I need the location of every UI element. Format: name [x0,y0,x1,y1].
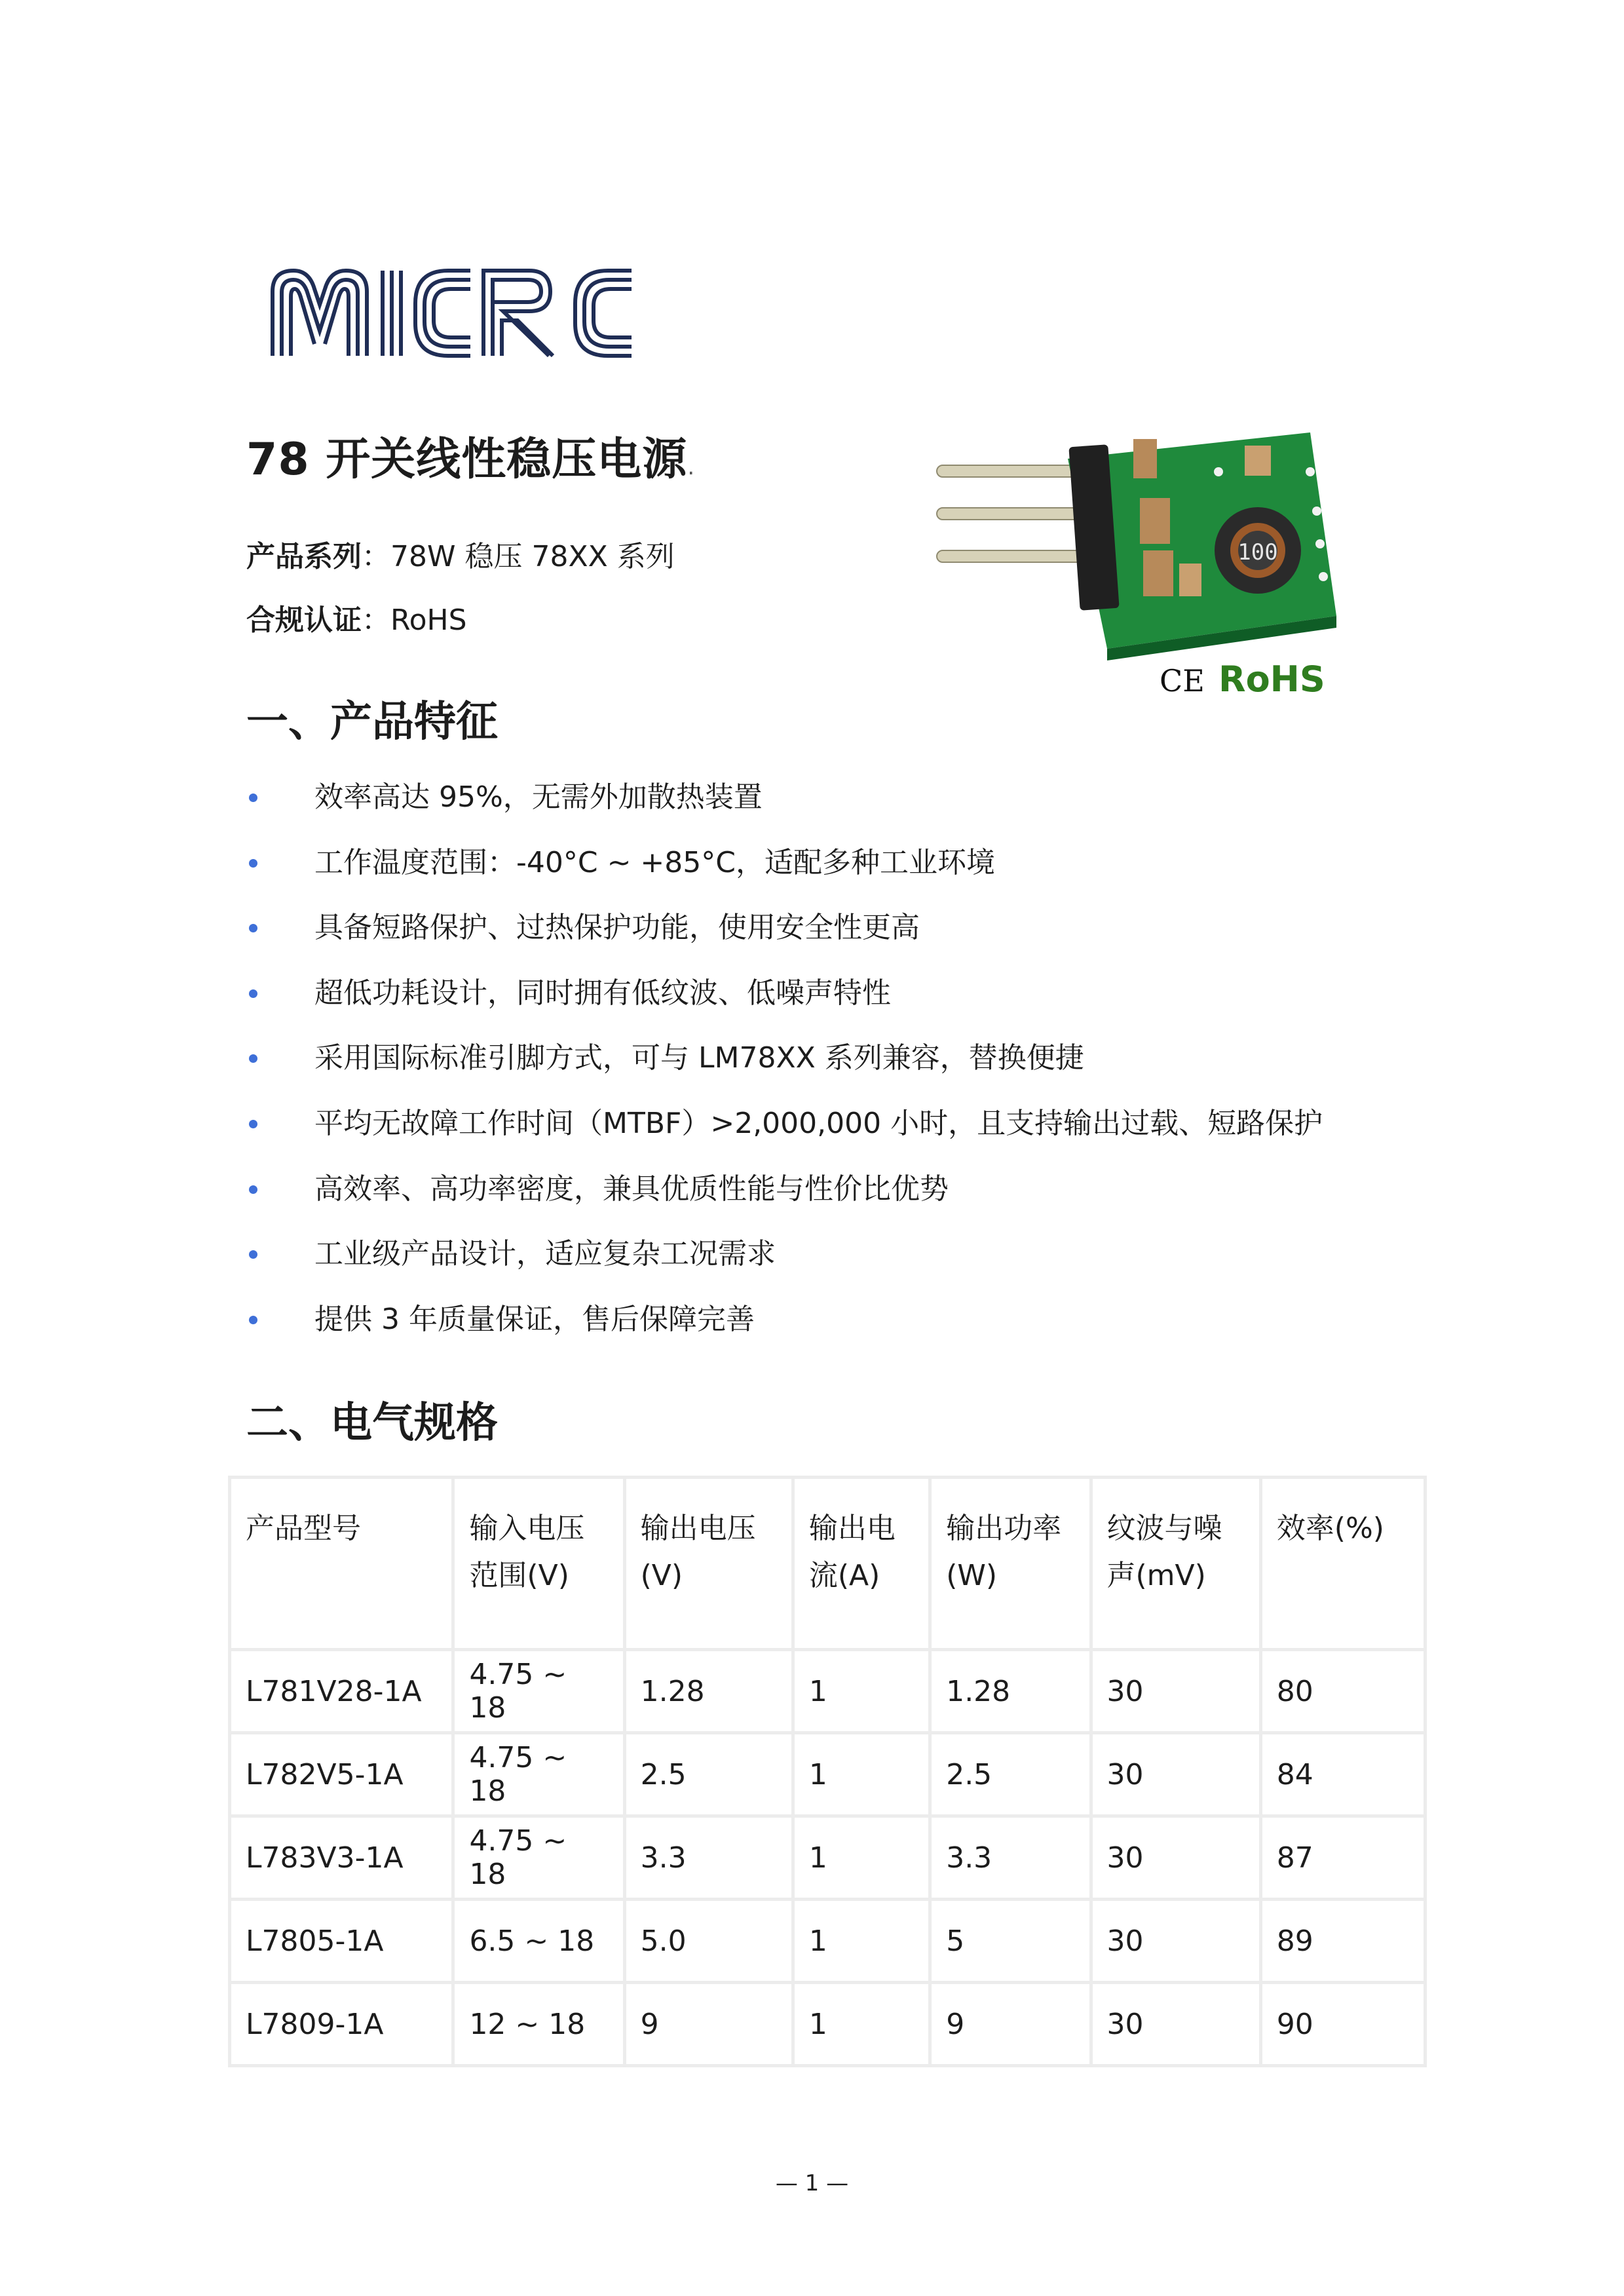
table-cell: 5 [930,1900,1091,1983]
table-cell: 4.75 ~ 18 [453,1816,624,1900]
list-item: 具备短路保护、过热保护功能，使用安全性更高 [246,913,1426,979]
table-cell: L781V28-1A [230,1650,453,1733]
certification-value: ：RoHS [362,603,467,637]
table-cell: 1.28 [930,1650,1091,1733]
bullet-icon [249,1054,257,1063]
column-header: 输出功率 (W) [930,1478,1091,1650]
bullet-icon [249,794,257,802]
table-cell: 4.75 ~ 18 [453,1733,624,1816]
table-cell: 90 [1260,1983,1425,2066]
certification [246,603,467,637]
product-series-value: ：78W 稳压 78XX 系列 [362,540,675,573]
bullet-icon [249,859,257,868]
table-cell: 30 [1091,1900,1260,1983]
table-cell: 2.5 [624,1733,793,1816]
micrc-logo [267,265,634,358]
table-cell: 1 [793,1650,930,1733]
certification-label: 合规认证 [246,603,362,637]
table-cell: 3.3 [930,1816,1091,1900]
table-cell: 1 [793,1816,930,1900]
table-row [230,1650,1426,1733]
table-cell: 30 [1091,1733,1260,1816]
specs-heading: 二、电气规格 [246,1399,498,1447]
table-cell: 12 ~ 18 [453,1983,624,2066]
table-cell: 89 [1260,1900,1425,1983]
table-row [230,1983,1426,2066]
list-item: 提供 3 年质量保证，售后保障完善 [246,1305,1426,1371]
product-photo [917,419,1376,701]
table-cell: 30 [1091,1816,1260,1900]
features-list [246,780,1426,1370]
column-header: 输出电 流(A) [793,1478,930,1650]
table-cell: 87 [1260,1816,1425,1900]
table-cell: 80 [1260,1650,1425,1733]
list-item: 高效率、高功率密度，兼具优质性能与性价比优势 [246,1175,1426,1240]
spec-table [228,1476,1427,2067]
column-header: 纹波与噪 声(mV) [1091,1478,1260,1650]
table-cell: 30 [1091,1650,1260,1733]
document-title: 78 开关线性稳压电源. [246,434,696,486]
bullet-icon [249,924,257,932]
table-cell: 1 [793,1733,930,1816]
product-series-label: 产品系列 [246,540,362,573]
table-row [230,1816,1426,1900]
bullet-icon [249,1185,257,1194]
table-row [230,1733,1426,1816]
table-cell: 30 [1091,1983,1260,2066]
table-cell: 4.75 ~ 18 [453,1650,624,1733]
table-cell: 9 [624,1983,793,2066]
table-cell: 5.0 [624,1900,793,1983]
table-cell: 1.28 [624,1650,793,1733]
ce-mark: CE [1160,663,1205,698]
column-header: 输入电压 范围(V) [453,1478,624,1650]
table-cell: L7809-1A [230,1983,453,2066]
list-item: 平均无故障工作时间（MTBF）>2,000,000 小时，且支持输出过载、短路保护 [246,1109,1426,1175]
table-cell: 1 [793,1900,930,1983]
table-cell: L783V3-1A [230,1816,453,1900]
list-item: 效率高达 95%，无需外加散热装置 [246,783,1426,849]
product-series [246,540,675,573]
table-cell: 3.3 [624,1816,793,1900]
bullet-icon [249,989,257,998]
table-cell: 84 [1260,1733,1425,1816]
title-mark: . [687,454,696,480]
bullet-icon [249,1120,257,1128]
bullet-icon [249,1316,257,1324]
table-cell: 9 [930,1983,1091,2066]
list-item: 超低功耗设计，同时拥有低纹波、低噪声特性 [246,979,1426,1044]
table-row [230,1900,1426,1983]
page-number: — 1 — [775,2170,849,2196]
table-cell: 1 [793,1983,930,2066]
table-cell: L7805-1A [230,1900,453,1983]
list-item: 工业级产品设计，适应复杂工况需求 [246,1240,1426,1305]
list-item: 采用国际标准引脚方式，可与 LM78XX 系列兼容，替换便捷 [246,1044,1426,1109]
list-item: 工作温度范围：-40°C ~ +85°C，适配多种工业环境 [246,849,1426,914]
table-header-row [230,1478,1426,1650]
rohs-mark: RoHS [1218,659,1325,700]
column-header: 输出电压 (V) [624,1478,793,1650]
bullet-icon [249,1250,257,1259]
features-heading: 一、产品特征 [246,698,498,746]
table-cell: 6.5 ~ 18 [453,1900,624,1983]
column-header: 产品型号 [230,1478,453,1650]
table-cell: L782V5-1A [230,1733,453,1816]
inductor-marking: 100 [1237,539,1278,565]
table-cell: 2.5 [930,1733,1091,1816]
column-header: 效率(%) [1260,1478,1425,1650]
